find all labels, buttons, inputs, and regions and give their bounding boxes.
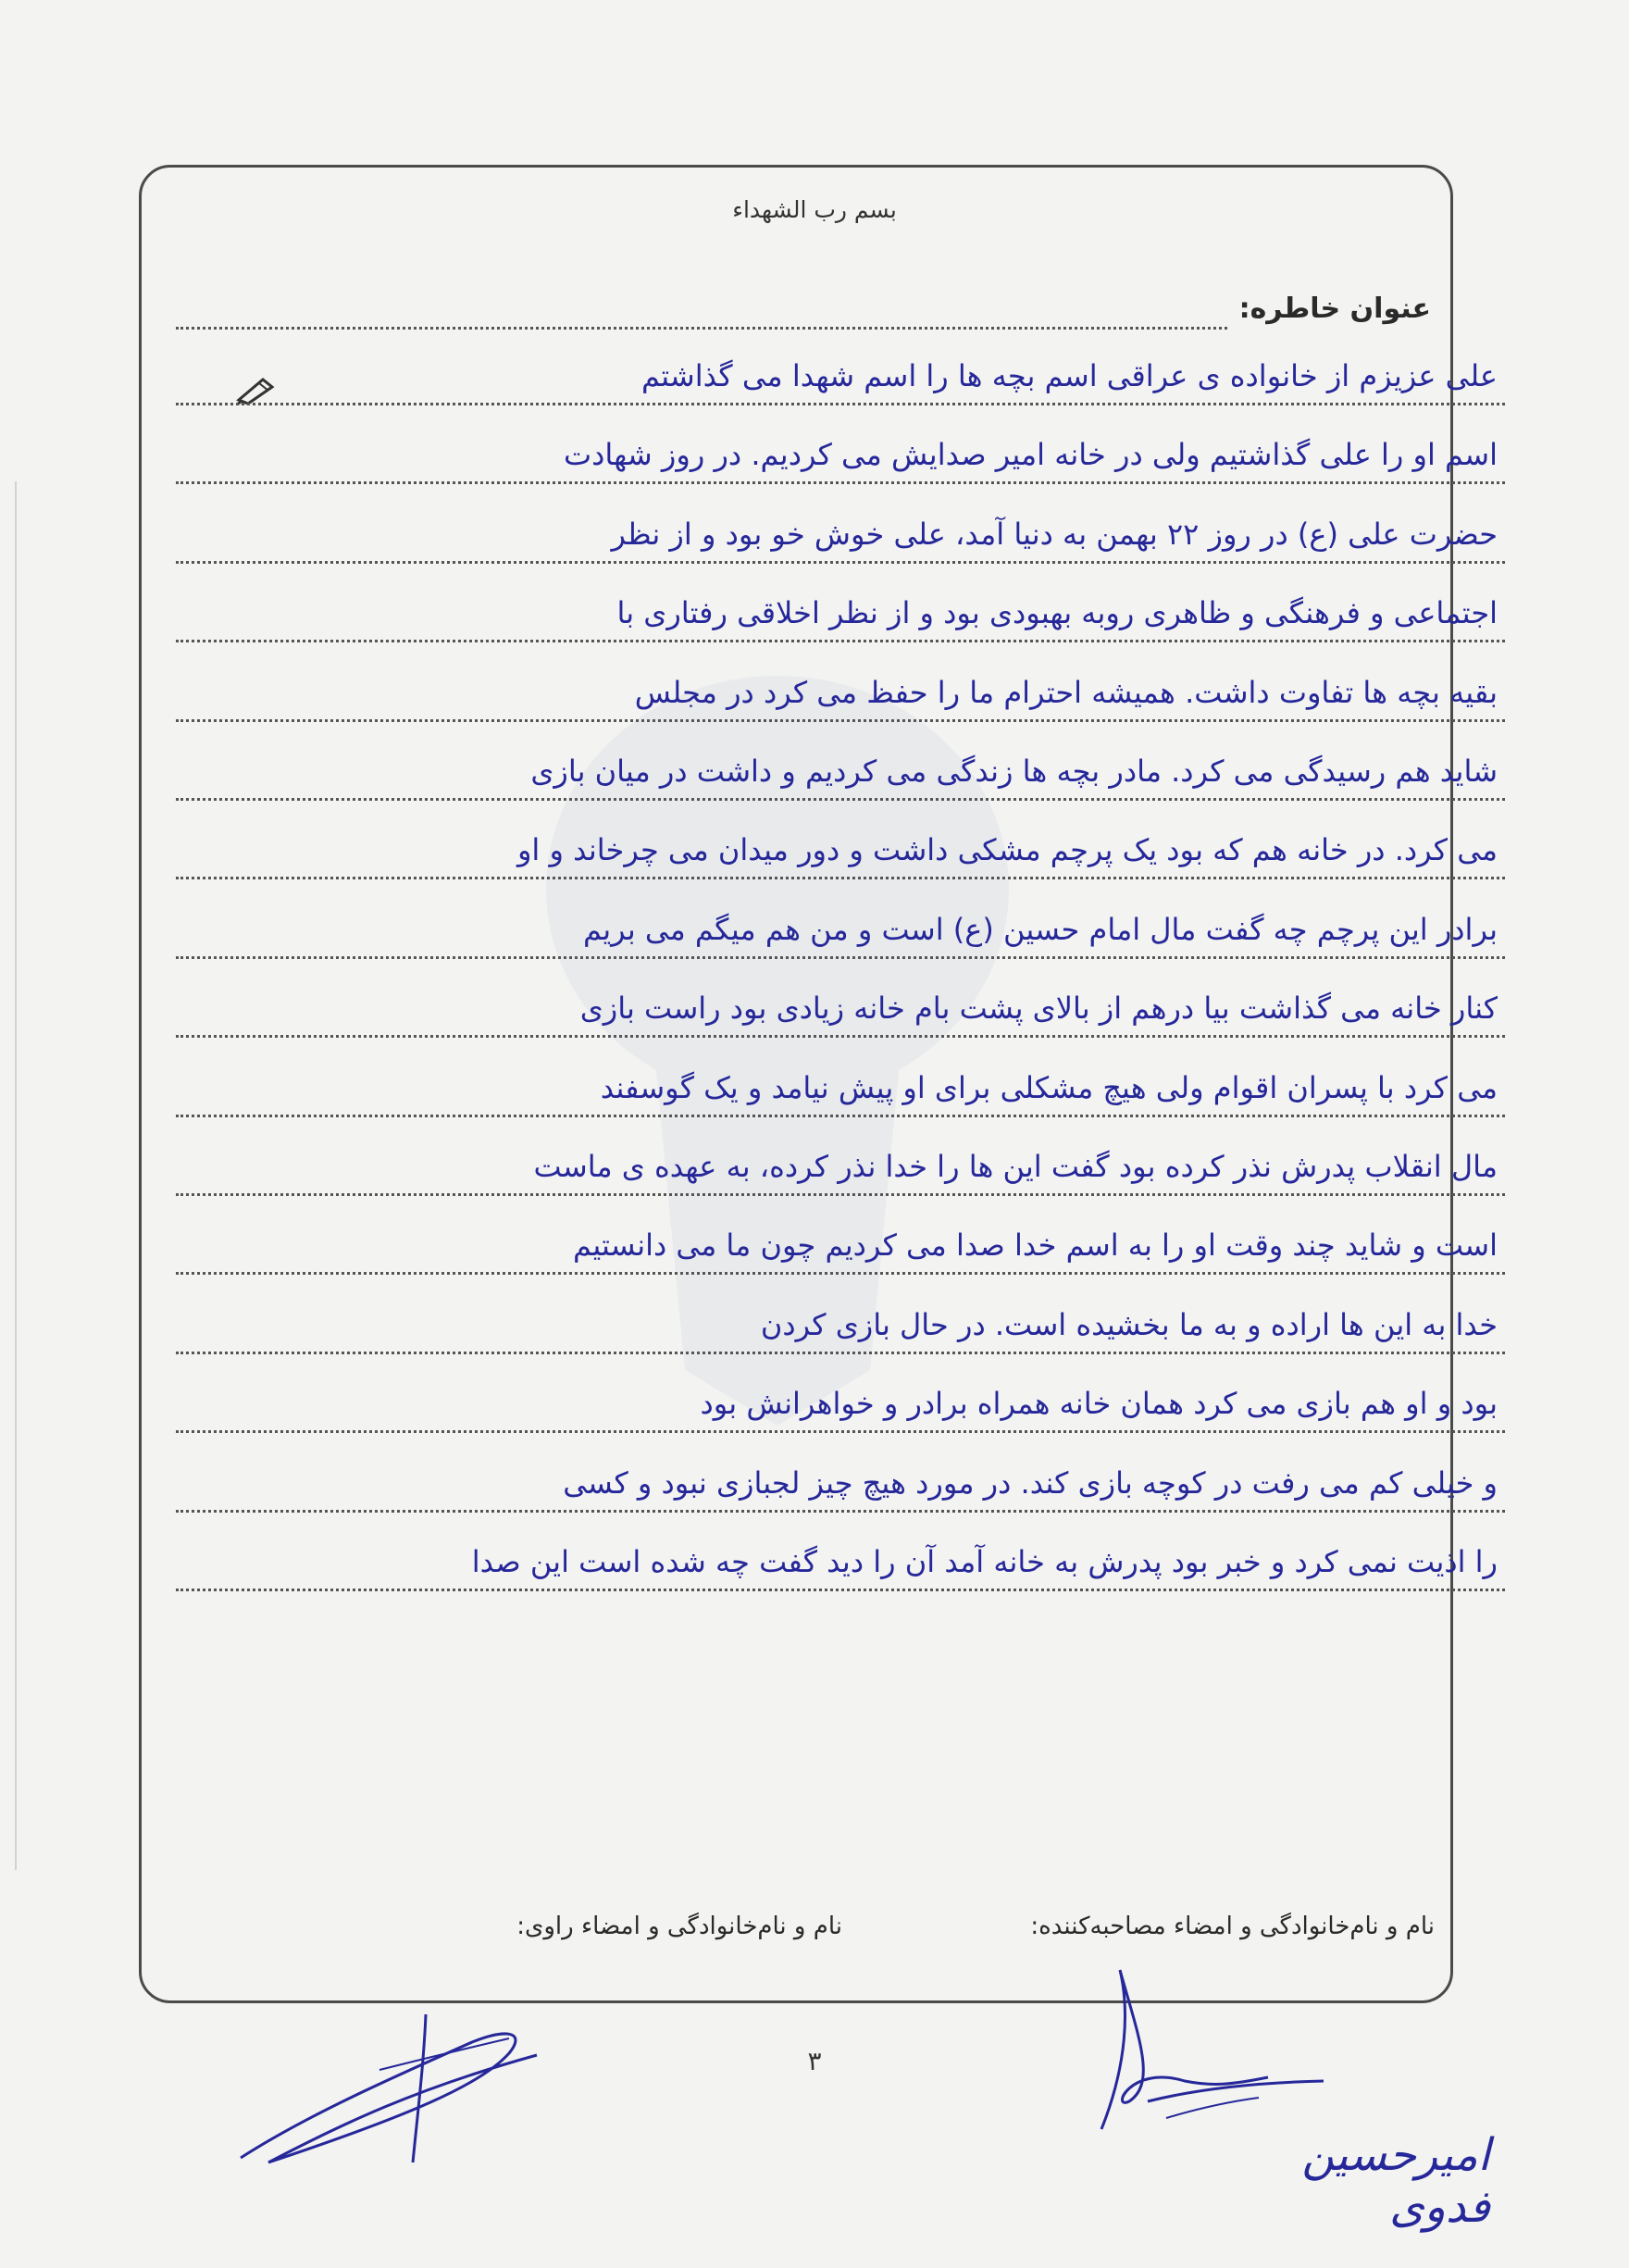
memo-line-text: شاید هم رسیدگی می کرد. مادر بچه ها زندگی می کردیم و داشت در میان بازی xyxy=(530,754,1498,789)
memo-line xyxy=(176,802,1505,879)
memo-line xyxy=(176,1435,1505,1513)
memo-line xyxy=(176,881,1505,959)
memo-line-text: کنار خانه می گذاشت بیا درهم از بالای پشت بام خانه زیادی بود راست بازی xyxy=(579,991,1498,1027)
memo-line xyxy=(176,1040,1505,1117)
handwritten-name: امیرحسین فدوی xyxy=(1301,2129,1490,2233)
memo-line-text: مال انقلاب پدرش نذر کرده بود گفت این ها را خدا نذر کرده، به عهده ی ماست xyxy=(533,1149,1498,1184)
page-edge xyxy=(15,481,17,1870)
memo-line xyxy=(176,1118,1505,1196)
memo-line-text: اسم او را علی گذاشتیم ولی در خانه امیر صدایش می کردیم. در روز شهادت xyxy=(564,437,1498,473)
memo-line xyxy=(176,406,1505,484)
memo-line xyxy=(176,1197,1505,1275)
memo-line-text: بقیه بچه ها تفاوت داشت. همیشه احترام ما را حفظ می کرد در مجلس xyxy=(634,674,1498,710)
memo-line-text: است و شاید چند وقت او را به اسم خدا صدا می کردیم چون ما می دانستیم xyxy=(573,1227,1498,1264)
memo-line xyxy=(176,1277,1505,1354)
memo-line-text: علی عزیزم از خانواده ی عراقی اسم بچه ها را اسم شهدا می گذاشتم xyxy=(640,358,1498,393)
page-header-title: بسم رب الشهداء xyxy=(732,196,897,223)
memo-line-text: اجتماعی و فرهنگی و ظاهری روبه بهبودی بود و از نظر اخلاقی رفتاری با xyxy=(616,595,1498,631)
memo-line xyxy=(176,1514,1505,1591)
page-number: ٣ xyxy=(807,2046,822,2076)
memo-line xyxy=(176,565,1505,642)
interviewer-signature xyxy=(1074,1963,1333,2138)
memo-title-label: عنوان خاطره: xyxy=(1238,293,1431,325)
memo-line xyxy=(176,1355,1505,1433)
memo-line-text: را اذیت نمی کرد و خبر بود پدرش به خانه آمد آن را دید گفت چه شده است این صدا xyxy=(471,1544,1498,1579)
signature-labels xyxy=(157,1913,1435,1957)
memo-line-text: بود و او هم بازی می کرد همان خانه همراه برادر و خواهرانش بود xyxy=(700,1386,1498,1422)
memo-line xyxy=(176,328,1505,405)
narrator-signature xyxy=(231,2005,546,2172)
memo-line xyxy=(176,486,1505,564)
interviewer-label: نام و نام‌خانوادگی و امضاء مصاحبه‌کننده: xyxy=(1030,1913,1435,1940)
memo-line-text: خدا به این ها اراده و به ما بخشیده است. در حال بازی کردن xyxy=(760,1306,1498,1342)
memo-line-text: می کرد با پسران اقوام ولی هیچ مشکلی برای او پیش نیامد و یک گوسفند xyxy=(600,1069,1498,1105)
narrator-label: نام و نام‌خانوادگی و امضاء راوی: xyxy=(516,1913,842,1940)
memo-line xyxy=(176,644,1505,722)
memo-line-text: می کرد. در خانه هم که بود یک پرچم مشکی داشت و دور میدان می چرخاند و او xyxy=(516,832,1498,868)
memo-line-text: و خیلی کم می رفت در کوچه بازی کند. در مورد هیچ چیز لجبازی نبود و کسی xyxy=(563,1464,1498,1501)
memo-title-line xyxy=(176,252,1227,330)
memo-line-text: برادر این پرچم چه گفت مال امام حسین (ع) است و من هم میگم می بریم xyxy=(582,911,1498,947)
memo-line-text: حضرت علی (ع) در روز ۲۲ بهمن به دنیا آمد، علی خوش خو بود و از نظر xyxy=(611,516,1498,552)
memo-line xyxy=(176,723,1505,801)
memo-line xyxy=(176,960,1505,1038)
